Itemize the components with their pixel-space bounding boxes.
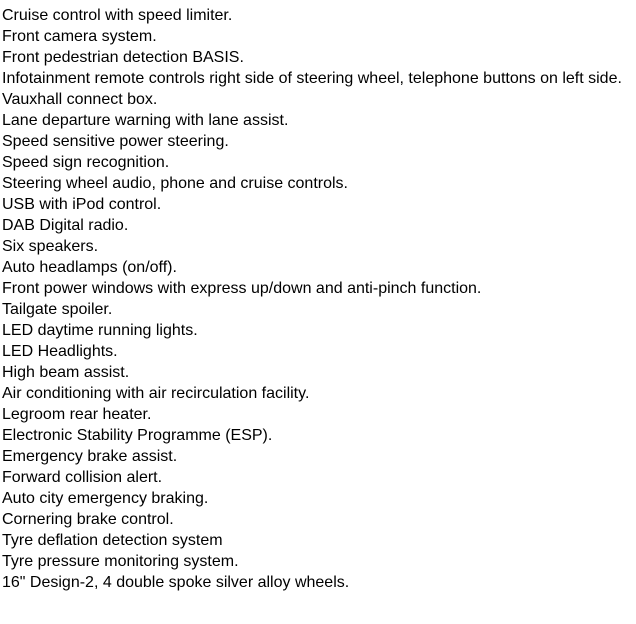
list-item: Legroom rear heater.	[2, 406, 152, 423]
list-item: Cruise control with speed limiter.	[2, 7, 233, 24]
list-item: Infotainment remote controls right side of steering wheel, telephone buttons on left side.	[2, 70, 622, 87]
list-item: LED daytime running lights.	[2, 322, 198, 339]
list-item: Tailgate spoiler.	[2, 301, 113, 318]
list-item: Speed sign recognition.	[2, 154, 170, 171]
list-item: USB with iPod control.	[2, 196, 162, 213]
list-item: Forward collision alert.	[2, 469, 163, 486]
list-item: Tyre pressure monitoring system.	[2, 553, 239, 570]
list-item: Cornering brake control.	[2, 511, 174, 528]
list-item: Steering wheel audio, phone and cruise controls.	[2, 175, 348, 192]
list-item: Vauxhall connect box.	[2, 91, 158, 108]
list-item: DAB Digital radio.	[2, 217, 129, 234]
list-item: Speed sensitive power steering.	[2, 133, 229, 150]
list-item: High beam assist.	[2, 364, 130, 381]
list-item: Auto headlamps (on/off).	[2, 259, 177, 276]
list-item: Front power windows with express up/down and anti-pinch function.	[2, 280, 482, 297]
list-item: 16" Design-2, 4 double spoke silver alloy wheels.	[2, 574, 350, 591]
list-item: Air conditioning with air recirculation facility.	[2, 385, 310, 402]
list-item: Electronic Stability Programme (ESP).	[2, 427, 273, 444]
list-item: Front pedestrian detection BASIS.	[2, 49, 244, 66]
list-item: Auto city emergency braking.	[2, 490, 209, 507]
list-item: Emergency brake assist.	[2, 448, 178, 465]
list-item: Front camera system.	[2, 28, 157, 45]
list-item: LED Headlights.	[2, 343, 118, 360]
list-item: Six speakers.	[2, 238, 99, 255]
list-item: Tyre deflation detection system	[2, 532, 223, 549]
list-item: Lane departure warning with lane assist.	[2, 112, 289, 129]
